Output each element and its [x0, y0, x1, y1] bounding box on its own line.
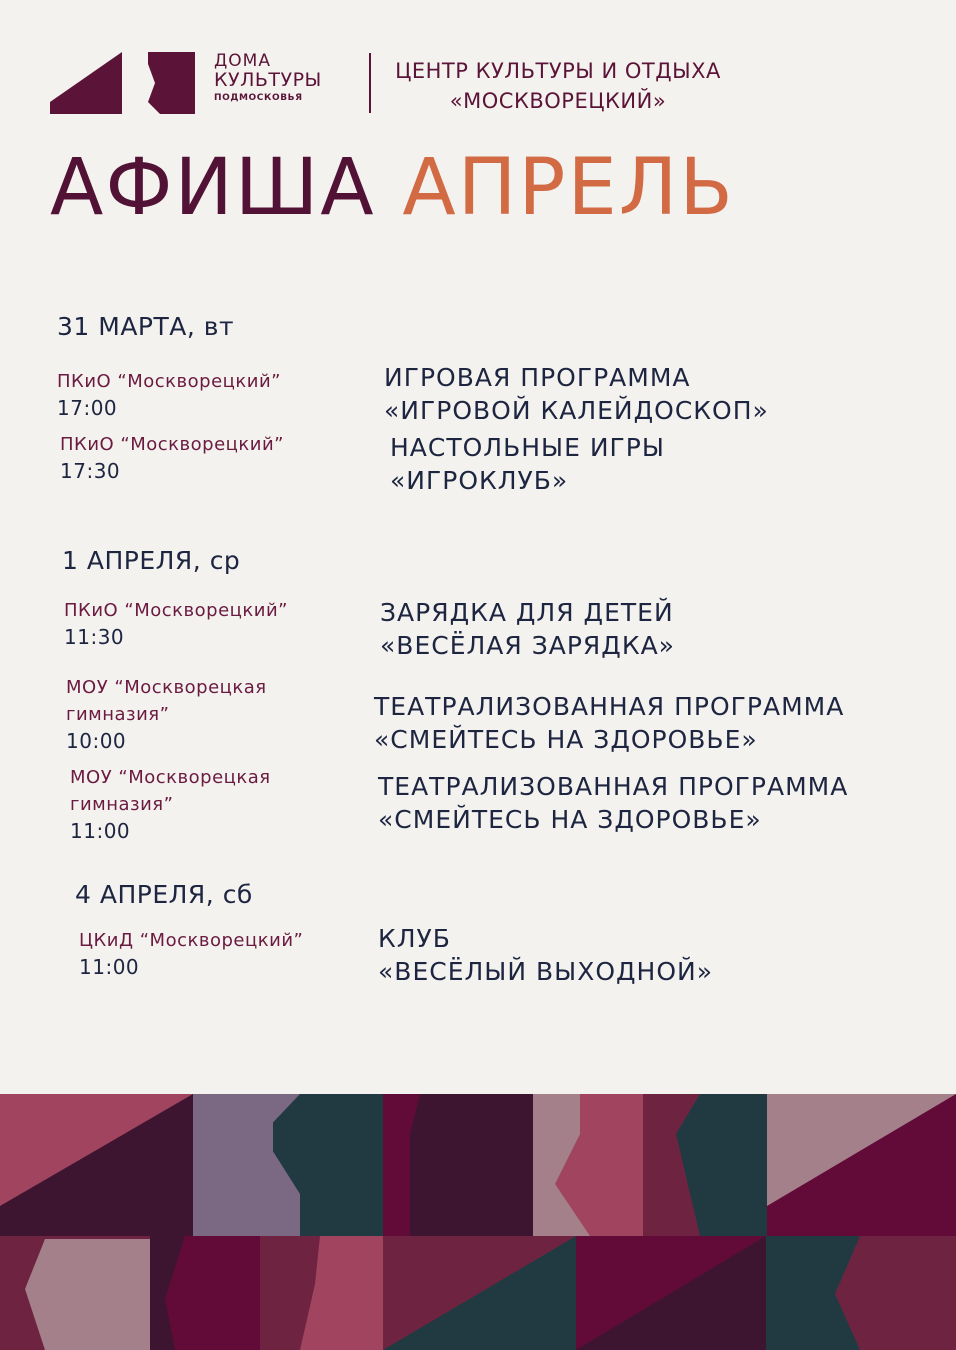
- venue-name: ПКиО “Москворецкий”: [60, 434, 285, 455]
- event-venue: [64, 597, 288, 651]
- event-time: 10:00: [66, 729, 127, 753]
- event-title-line-2: «СМЕЙТЕСЬ НА ЗДОРОВЬЕ»: [374, 725, 758, 754]
- date-heading: 4 АПРЕЛЯ, сб: [75, 880, 253, 909]
- event-venue: [57, 368, 281, 422]
- logo-wordmark: [214, 52, 322, 106]
- decorative-pattern-band: [0, 1094, 956, 1350]
- logo-line-2: КУЛЬТУРЫ: [214, 69, 322, 91]
- event-title: [384, 361, 769, 427]
- event-time: 11:00: [70, 819, 131, 843]
- event-title: [378, 922, 713, 988]
- event-venue: [79, 927, 303, 981]
- event-title-line-2: «ИГРОВОЙ КАЛЕЙДОСКОП»: [384, 396, 769, 425]
- event-title-line-1: ИГРОВАЯ ПРОГРАММА: [384, 363, 691, 392]
- logo-line-3: ПОДМОСКОВЬЯ: [214, 93, 303, 103]
- event-title-line-2: «ВЕСЁЛЫЙ ВЫХОДНОЙ»: [378, 957, 714, 986]
- date-heading: 31 МАРТА, вт: [57, 312, 235, 341]
- event-title-line-1: КЛУБ: [378, 924, 451, 953]
- venue-name: ПКиО “Москворецкий”: [57, 371, 282, 392]
- event-title-line-1: ТЕАТРАЛИЗОВАННАЯ ПРОГРАММА: [374, 692, 845, 721]
- venue-name-line-1: МОУ “Москворецкая: [66, 677, 267, 698]
- event-title-line-2: «ВЕСЁЛАЯ ЗАРЯДКА»: [380, 631, 675, 660]
- event-title-line-2: «ИГРОКЛУБ»: [390, 466, 569, 495]
- center-name: [388, 56, 728, 116]
- center-name-line-2: «МОСКВОРЕЦКИЙ»: [449, 89, 667, 113]
- event-venue: [66, 674, 267, 755]
- venue-name: ЦКиД “Москворецкий”: [79, 930, 304, 951]
- event-time: 17:00: [57, 396, 118, 420]
- event-title: [378, 770, 848, 836]
- title-month: АПРЕЛЬ: [402, 143, 735, 233]
- event-venue: [70, 764, 271, 845]
- event-title-line-1: ТЕАТРАЛИЗОВАННАЯ ПРОГРАММА: [378, 772, 849, 801]
- venue-name: ПКиО “Москворецкий”: [64, 600, 289, 621]
- event-venue: [60, 431, 284, 485]
- event-title: [374, 690, 844, 756]
- date-heading: 1 АПРЕЛЯ, ср: [62, 546, 241, 575]
- header-divider: [369, 53, 371, 113]
- venue-name-line-1: МОУ “Москворецкая: [70, 767, 271, 788]
- event-title-line-2: «СМЕЙТЕСЬ НА ЗДОРОВЬЕ»: [378, 805, 762, 834]
- event-title-line-1: ЗАРЯДКА ДЛЯ ДЕТЕЙ: [380, 598, 674, 627]
- center-name-line-1: ЦЕНТР КУЛЬТУРЫ И ОТДЫХА: [395, 59, 721, 83]
- page-title: [50, 140, 735, 236]
- event-title-line-1: НАСТОЛЬНЫЕ ИГРЫ: [390, 433, 665, 462]
- title-afisha: АФИША: [50, 143, 376, 233]
- doma-kultury-logo-icon: [50, 52, 195, 114]
- event-time: 11:30: [64, 625, 125, 649]
- venue-name-line-2: гимназия”: [70, 794, 174, 815]
- event-title: [380, 596, 675, 662]
- event-time: 17:30: [60, 459, 121, 483]
- venue-name-line-2: гимназия”: [66, 704, 170, 725]
- event-title: [390, 431, 665, 497]
- logo-line-1: ДОМА: [214, 51, 271, 71]
- event-time: 11:00: [79, 955, 140, 979]
